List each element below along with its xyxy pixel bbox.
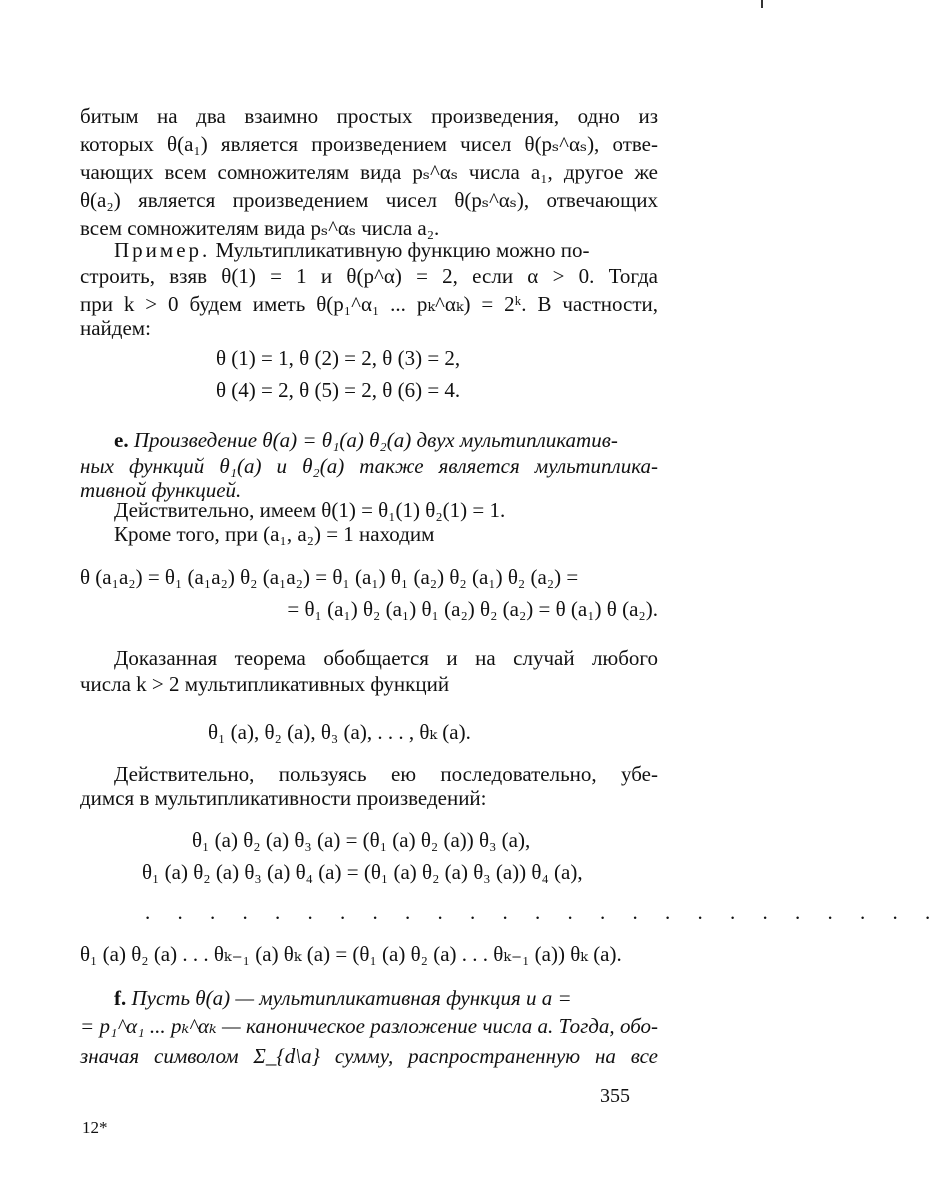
text-line: θ(a₂) является произведением чисел θ(pₛ^αₛ), отвечающих (80, 188, 658, 212)
text-line: при k > 0 будем иметь θ(p₁^α₁ ... pₖ^αₖ) = 2ᵏ. В частности, (80, 292, 658, 316)
equation-line: θ (a₁a₂) = θ₁ (a₁a₂) θ₂ (a₁a₂) = θ₁ (a₁) θ₁ (a₂) θ₂ (a₁) θ₂ (a₂) = (80, 565, 579, 589)
text-line: строить, взяв θ(1) = 1 и θ(p^α) = 2, если α > 0. Тогда (80, 264, 658, 288)
text-line: числа k > 2 мультипликативных функций (80, 672, 450, 696)
text-line: битым на два взаимно простых произведения, одно из (80, 104, 658, 128)
example-text: Мультипликативную функцию можно по- (210, 238, 590, 262)
equation-line: θ₁ (a), θ₂ (a), θ₃ (a), . . . , θₖ (a). (208, 720, 471, 744)
theorem-line: ных функций θ₁(a) и θ₂(a) также является мультиплика- (80, 454, 658, 478)
signature-mark: 12* (82, 1118, 108, 1137)
ellipsis-row: . . . . . . . . . . . . . . . . . . . . . . . . . (145, 900, 941, 924)
text-line: димся в мультипликативности произведений: (80, 786, 487, 810)
example-paragraph-line (114, 236, 658, 264)
text-line: чающих всем сомножителям вида pₛ^αₛ числа a₁, другое же (80, 160, 658, 184)
theorem-line (114, 984, 658, 1012)
theorem-label: e. (114, 428, 129, 452)
text-line: Доказанная теорема обобщается и на случай любого (114, 646, 658, 670)
theorem-text: Произведение θ(a) = θ₁(a) θ₂(a) двух мультипликатив- (128, 428, 618, 452)
text-line: Кроме того, при (a₁, a₂) = 1 находим (114, 522, 435, 546)
equation-line: θ (1) = 1, θ (2) = 2, θ (3) = 2, (216, 346, 461, 370)
text-line: которых θ(a₁) является произведением чисел θ(pₛ^αₛ), отве- (80, 132, 658, 156)
text-line: Действительно, имеем θ(1) = θ₁(1) θ₂(1) = 1. (114, 498, 506, 522)
text-line: всем сомножителям вида pₛ^αₛ числа a₂. (80, 216, 440, 240)
equation-line: θ₁ (a) θ₂ (a) . . . θₖ₋₁ (a) θₖ (a) = (θ₁ (a) θ₂ (a) . . . θₖ₋₁ (a)) θₖ (a). (80, 942, 622, 966)
theorem-line: = p₁^α₁ ... pₖ^αₖ — каноническое разложение числа a. Тогда, обо- (80, 1014, 658, 1038)
text-line: найдем: (80, 316, 151, 340)
text-line: Действительно, пользуясь ею последовательно, убе- (114, 762, 658, 786)
corner-mark (761, 0, 763, 8)
theorem-text: Пусть θ(a) — мультипликативная функция и a = (126, 986, 572, 1010)
equation-line: θ₁ (a) θ₂ (a) θ₃ (a) = (θ₁ (a) θ₂ (a)) θ₃ (a), (192, 828, 531, 852)
equation-line: = θ₁ (a₁) θ₂ (a₁) θ₁ (a₂) θ₂ (a₂) = θ (a₁) θ (a₂). (287, 597, 658, 621)
theorem-label: f. (114, 986, 127, 1010)
theorem-line: значая символом Σ_{d\a} сумму, распространенную на все (80, 1044, 658, 1068)
page-number: 355 (600, 1085, 630, 1107)
equation-line: θ (4) = 2, θ (5) = 2, θ (6) = 4. (216, 378, 461, 402)
theorem-line: тивной функцией. (80, 478, 242, 502)
theorem-line (114, 426, 658, 454)
example-label: Пример. (114, 238, 211, 262)
equation-line: θ₁ (a) θ₂ (a) θ₃ (a) θ₄ (a) = (θ₁ (a) θ₂ (a) θ₃ (a)) θ₄ (a), (142, 860, 583, 884)
